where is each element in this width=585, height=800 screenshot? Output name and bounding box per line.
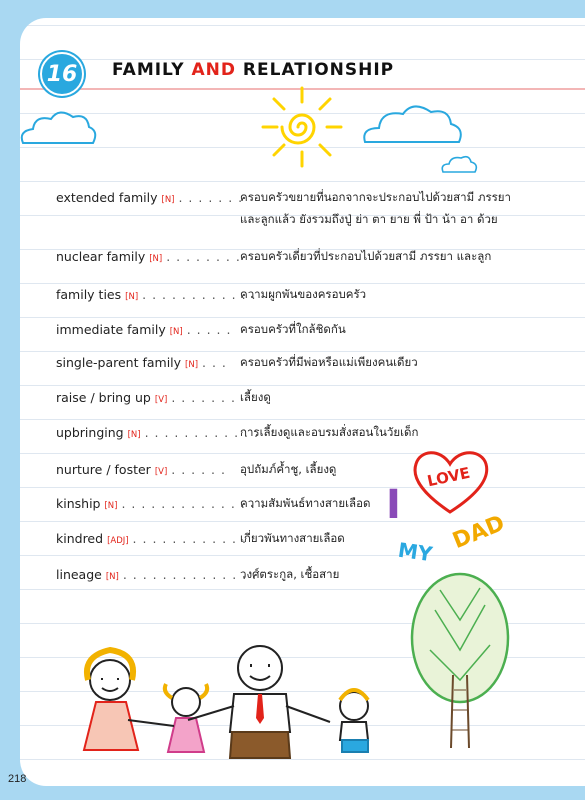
family-drawing (68, 640, 398, 760)
vocab-term: family ties (56, 287, 122, 302)
leader-dots: . . . . . . . . . . . . . . . (121, 496, 266, 511)
part-of-speech: [N] (149, 254, 163, 264)
part-of-speech: [N] (125, 292, 139, 302)
part-of-speech: [N] (127, 430, 141, 440)
part-of-speech: [V] (154, 395, 168, 405)
vocab-term: extended family (56, 190, 158, 205)
vocab-definition (240, 351, 418, 373)
vocab-definition (240, 318, 346, 340)
definition-line: การเลี้ยงดูและอบรมสั่งสอนในวัยเด็ก (240, 425, 419, 439)
part-of-speech: [ADJ] (107, 536, 129, 546)
leader-dots: . . . . . . (171, 462, 226, 477)
definition-line: ครอบครัวที่ใกล้ชิดกัน (240, 322, 346, 336)
part-of-speech: [N] (185, 360, 199, 370)
tree-drawing (405, 570, 515, 750)
letter-i: I (386, 482, 401, 528)
my-text: MY (396, 537, 434, 567)
cloud-icon-left (18, 108, 98, 148)
definition-line: วงศ์ตระกูล, เชื้อสาย (240, 567, 340, 581)
leader-dots: . . . . . . . . . . . . (144, 425, 259, 440)
vocab-term: single-parent family (56, 355, 182, 370)
love-text: LOVE (425, 463, 472, 491)
leader-dots: . . . . . . . (171, 390, 236, 405)
vocab-term-row (56, 496, 266, 511)
definition-line: ครอบครัวเดี่ยวที่ประกอบไปด้วยสามี ภรรยา และลูก (240, 249, 492, 263)
chapter-title (112, 60, 394, 80)
vocab-definition (240, 492, 370, 514)
mom-figure (84, 650, 138, 750)
vocab-term: nurture / foster (56, 462, 151, 477)
definition-line: เกี่ยวพันทางสายเลือด (240, 531, 345, 545)
vocab-term-row (56, 355, 227, 370)
leader-dots: . . . . . . . . . . . . (142, 287, 257, 302)
vocab-term: kindred (56, 531, 104, 546)
sun-icon (257, 82, 347, 172)
definition-line-2: และลูกแล้ว ยังรวมถึงปู่ ย่า ตา ยาย พี่ ป้า น้า อา ด้วย (240, 212, 498, 226)
vocab-term-row (56, 190, 243, 205)
definition-line: ความสัมพันธ์ทางสายเลือด (240, 496, 371, 510)
vocab-term-row (56, 531, 247, 546)
vocab-definition (240, 386, 271, 408)
leader-dots: . . . . . . . . (166, 249, 241, 264)
son-figure (340, 690, 368, 752)
part-of-speech: [N] (104, 501, 118, 511)
vocab-term: upbringing (56, 425, 124, 440)
vocab-term-row (56, 425, 259, 440)
vocab-term: raise / bring up (56, 390, 151, 405)
title-part-2: RELATIONSHIP (242, 60, 395, 80)
vocab-term-row (56, 567, 257, 582)
vocab-definition (240, 563, 339, 585)
title-part-1: FAMILY (112, 60, 185, 80)
cloud-icon-small (440, 152, 480, 176)
part-of-speech: [V] (154, 467, 168, 477)
dad-text: DAD (449, 510, 509, 555)
dad-figure (188, 646, 330, 758)
vocab-term-row (56, 390, 236, 405)
vocab-term: immediate family (56, 322, 166, 337)
leader-dots: . . . . . . . . . . . . . . (122, 567, 258, 582)
chapter-number-badge: 16 (40, 52, 84, 96)
vocab-definition (240, 283, 366, 305)
vocab-definition (240, 458, 336, 480)
vocab-term: kinship (56, 496, 101, 511)
daughter-figure (165, 684, 207, 752)
title-accent: AND (191, 60, 236, 80)
leader-dots: . . . . . (186, 322, 232, 337)
definition-line: ครอบครัวที่มีพ่อหรือแม่เพียงคนเดียว (240, 355, 418, 369)
part-of-speech: [N] (105, 572, 119, 582)
vocab-term-row (56, 287, 257, 302)
vocab-definition (240, 186, 511, 230)
vocab-definition (240, 527, 345, 549)
cloud-icon-right (360, 100, 470, 150)
vocab-term: nuclear family (56, 249, 146, 264)
vocab-term: lineage (56, 567, 102, 582)
part-of-speech: [N] (161, 195, 175, 205)
definition-line: อุปถัมภ์ค้ำชู, เลี้ยงดู (240, 462, 337, 476)
vocab-term-row (56, 249, 241, 264)
definition-line: ครอบครัวขยายที่นอกจากจะประกอบไปด้วยสามี ภรรยา (240, 190, 511, 204)
leader-dots: . . . . . . . (178, 190, 244, 205)
leader-dots: . . . (202, 355, 227, 370)
vocab-definition (240, 245, 491, 267)
definition-line: ความผูกพันของครอบครัว (240, 287, 367, 301)
leader-dots: . . . . . . . . . . . . (132, 531, 247, 546)
definition-line: เลี้ยงดู (240, 390, 271, 404)
vocab-definition (240, 421, 418, 443)
part-of-speech: [N] (169, 327, 183, 337)
vocab-term-row (56, 322, 231, 337)
page-number: 218 (8, 773, 27, 785)
vocab-term-row (56, 462, 226, 477)
